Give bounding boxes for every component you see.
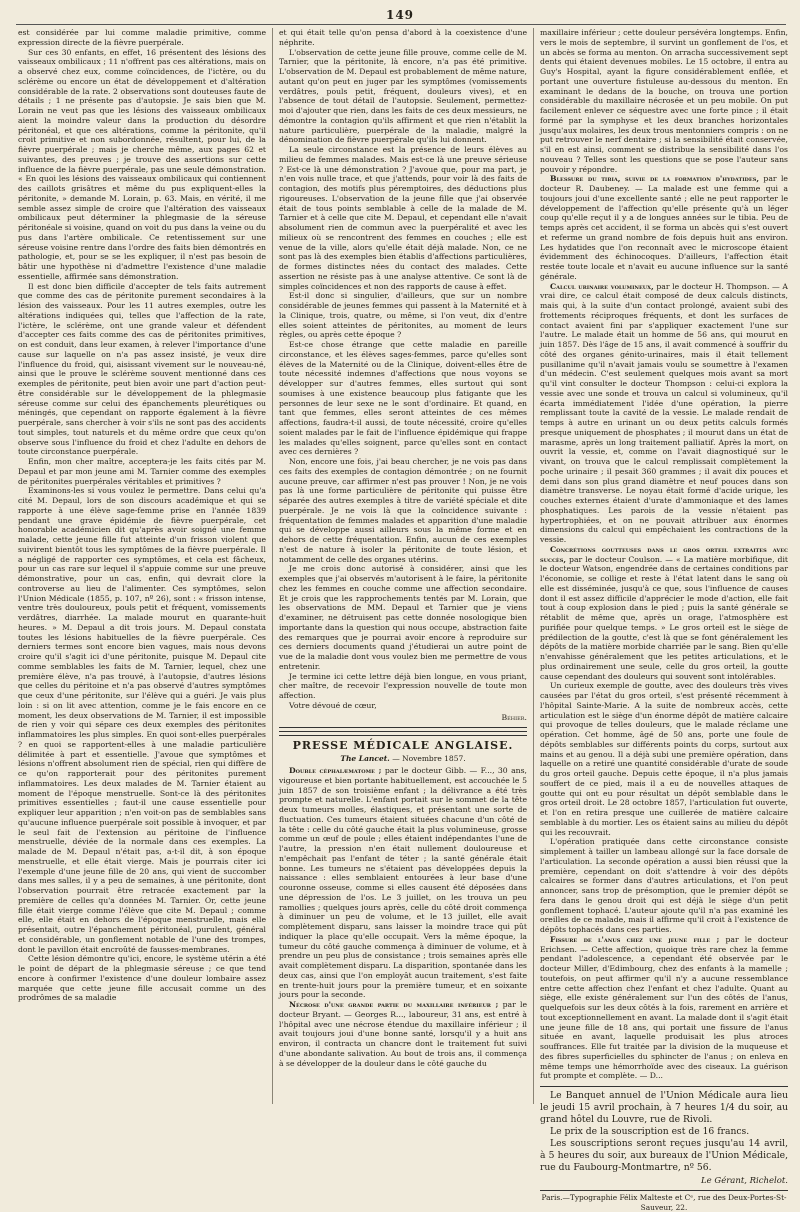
paragraph: Je termine ici cette lettre déjà bien longue, en vous priant, cher maître, de recevoir l'expression nouvelle de toute mon affection. — [279, 671, 527, 700]
article-headline: Double céphalæmatome ; — [289, 766, 382, 775]
article — [540, 282, 788, 545]
notice-paragraph: Les souscriptions seront reçues jusqu'au 14 avril, à 5 heures du soir, aux bureaux de l'Union Médicale, rue du Faubourg-Montmartre, nº 56. — [540, 1138, 788, 1173]
article-body: par le docteur Gibb. — F..., 30 ans, vigoureuse et bien portante habituellement, est accouchée le 5 juin 1857 de son troisième enfant ; la délivrance a été très prompte et naturelle. L'enfant portait sur le sommet de la tête deux tumeurs molles, élastiques, et présentant une sorte de fluctuation. Ces tumeurs étaient situées chacune d'un côté de la tête : celle du côté gauche était la plus volumineuse, grosse comme un œuf de poule ; elles étaient indépendantes l'une de l'autre, la pression n'en était nullement douloureuse et n'empêchait pas l'enfant de téter ; la santé générale était bonne. Les tumeurs ne s'étaient pas développées depuis la naissance : elles semblaient entourées à leur base d'une couronne osseuse, comme si elles causent été déposées dans une dépression de l'os. Le 3 juillet, on les trouva un peu ramollies ; quelques jours après, celle du côté droit commença à diminuer un peu de volume, et le 13 juillet, elle avait complètement disparu, sans laisser la moindre trace qui pût indiquer la place qu'elle occupait. Vers la même époque, la tumeur du côté gauche commença à diminuer de volume, et à prendre un peu plus de consistance ; trois semaines après elle avait complètement disparu. La disparition, spontanée dans les deux cas, ainsi que l'on employât aucun traitement, s'est faite en trente-huit jours pour la première tumeur, et en soixante jours pour la seconde. — [279, 766, 527, 1000]
paragraph: Enfin, mon cher maître, acceptera-je les faits cités par M. Depaul et par mon jeune ami M. Tarnier comme des exemples de péritonites puerpérales véritables et primitives ? — [18, 457, 266, 486]
paragraph: Est-il donc si singulier, d'ailleurs, que sur un nombre considérable de jeunes femmes qui passent à la Maternité et à la Clinique, trois, quatre, ou même, si l'on veut, dix d'entre elles soient atteintes de péritonites, au moment de leurs règles, ou après cette époque ? — [279, 291, 527, 340]
paragraph: Je me crois donc autorisé à considérer, ainsi que les exemples que j'ai observés m'autorisent à le faire, la péritonite chez les femmes en couche comme une affection secondaire. Et je crois que les rapprochements tentés par M. Lorain, que les observations de MM. Depaul et Tarnier que je viens d'examiner, ne détruisent pas cette donnée nosologique bien importante dans la question qui nous occupe, abstraction faite des remarques que je pourrai avoir encore à reproduire sur ces derniers documents quand j'étudierai un autre point de vue de la maladie dont vous voulez bien me permettre de vous entretenir. — [279, 564, 527, 671]
paragraph: Cette lésion démontre qu'ici, encore, le système utérin a été le point de départ de la phlegmasie séreuse ; ce que tend encore à confirmer l'existence d'une douleur lombaire assez marquée que cette jeune fille accusait comme un des prodrômes de sa maladie — [18, 954, 266, 1003]
article-headline: Concrétions goutteuses dans le gros orteil extraites avec succès, — [540, 544, 788, 564]
notice-rule — [540, 1086, 788, 1087]
paragraph: Examinons-les si vous voulez le permettre. Dans celui qu'a cité M. Depaul, lors de son discours académique et qui se rapporte à une élève sage-femme prise en l'année 1839 pendant une grave épidémie de fièvre puerpérale, cet honorable académicien dit qu'après avoir soigné une femme malade, cette jeune fille fut atteinte d'un frisson violent que suivirent bientôt tous les symptômes de la fièvre puerpérale. Il a négligé de rapporter ces symptômes, et cela est fâcheux, pour un cas rare sur lequel il s'appuie comme sur une preuve démonstrative, pour un cas, enfin, qui devrait clore la controverse au lieu de l'alimenter. Ces symptômes, selon l'Union Médicale (1855, p. 107, nº 26), sont : « frisson intense, ventre très douloureux, pouls petit et fréquent, vomissements verdâtres, diarrhée. La malade mourut en quarante-huit heures. » M. Depaul a dit trois jours. M. Depaul constata toutes les lésions habituelles de la fièvre puerpérale. Ces derniers termes sont encore bien vagues, mais nous devons croire qu'il s'agit ici d'une péritonite, puisque M. Depaul cite comme semblables les faits de M. Tarnier, lequel, chez une première élève, n'a pas trouvé, à l'autopsie, d'autres lésions que celles du péritoine et n'a pas observé d'autres symptômes que ceux d'une péritonite, sur l'élève qui a guéri. Je vais plus loin : si on lit avec attention, comme je le fais encore en ce moment, les deux observations de M. Tarnier, il est impossible de rien y voir qui sépare ces deux exemples des péritonites inflammatoires les plus simples. En quoi sont-elles puerpérales ? en quoi se rapportent-elles à une maladie particulière délimitée à part et essentielle. J'avoue que symptômes et lésions n'offrent absolument rien de spécial, rien qui diffère de ce qu'on rapporterait pour des péritonites purement inflammatoires. Les deux malades de M. Tarnier étaient au moment de l'époque menstruelle. Sont-ce là des péritonites primitives essentielles ; faut-il une cause essentielle pour expliquer leur apparition ; n'en voit-on pas de semblables sans qu'aucune influence puerpérale soit possible à invoquer, et par le seul fait de l'extension au péritoine de l'influence menstruelle, déviée de la normale dans ces exemples. La malade de M. Depaul n'était pas, a-t-il dit, à son époque menstruelle, et elle était vierge. Mais je pourrais citer ici l'exemple d'une jeune fille de 20 ans, qui vient de succomber dans mes salles, il y a peu de semaines, à une péritonite, dont l'observation pourrait être retracée exactement par la première de celles qu'a données M. Tarnier. Or, cette jeune fille était vierge comme l'élève que cite M. Depaul ; comme elle, elle était en dehors de l'époque menstruelle, mais elle présentait, outre l'épanchement péritonéal, purulent, général et considérable, un gonflement notable de l'une des trompes, dont le pavillon était encroûté de fausses-membranes. — [18, 486, 266, 954]
header-rule — [16, 24, 786, 25]
banquet-notice — [540, 1090, 788, 1174]
paragraph: est considérée par lui comme maladie primitive, comme expression directe de la fièvre puerpérale. — [18, 28, 266, 47]
article-headline: Fissure de l'anus chez une jeune fille ; — [550, 934, 720, 944]
article-headline: Nécrose d'une grande partie du maxillaire inférieur ; — [289, 1000, 499, 1009]
press-source — [279, 754, 527, 764]
journal-name: The Lancet. — [340, 754, 390, 764]
press-section-title: PRESSE MÉDICALE ANGLAISE. — [292, 739, 514, 753]
article-body: par le docteur Bryant. — Georges R..., laboureur, 31 ans, est entré à l'hôpital avec une nécrose étendue du maxillaire inférieur ; il avait toujours joui d'une bonne santé, lorsqu'il y a huit ans environ, il contracta un chancre dont le traitement fut suivi d'une abondante salivation. Au bout de trois ans, il commença à se développer de la douleur dans le côté gauche du — [279, 1000, 528, 1068]
article — [279, 766, 527, 1000]
paragraph: Il est donc bien difficile d'accepter de tels faits autrement que comme des cas de péritonite purement secondaires à la lésion des vaisseaux. Pour les 11 autres exemples, outre les altérations indiquées qui, telles que l'affection de la rate, l'ictère, le sclérème, ont une grande valeur et défendent d'accepter ces faits comme des cas de péritonites primitives, on est conduit, dans leur examen, à relever l'importance d'une cause sur laquelle on n'a pas assez insisté, je veux dire l'influence du froid, qui, aisissant vivement sur le nouveau-né, ainsi que le prouve le sclérème souvent mentionné dans ces exemples de péritonite, peut bien avoir une part d'action peut-être considérable sur le développement de la phlegmasie séreuse comme sur celui des épanchements pleurétiques ou méningés, que cependant on rapporte également à la fièvre puerpérale, sans chercher à voir s'ils ne sont pas des accidents tout simples, tout naturels et du même ordre que ceux qu'on observe sous l'influence du froid et chez l'adulte en dehors de toute circonstance puerpérale. — [18, 281, 266, 457]
section-double-rule — [279, 731, 527, 736]
column-divider — [272, 28, 273, 1104]
journal-date: — Novembre 1857. — [392, 754, 466, 764]
notice-paragraph: Le prix de la souscription est de 16 francs. — [550, 1126, 750, 1137]
printer-imprint: Paris.—Typographie Félix Malteste et Cᵉ, rue des Deux-Portes-St-Sauveur, 22. — [540, 1190, 788, 1212]
paragraph: Non, encore une fois, j'ai beau chercher, je ne vois pas dans ces faits des exemples de contagion démontrée ; on ne fournit aucune preuve, car affirmer n'est pas prouver ! Non, je ne vois pas là une forme particulière de péritonite qui puisse être séparée des autres exemples à titre de variété spéciale et dite puerpérale. Je ne vois là que la coïncidence suivante : fréquentation de femmes malades et apparition d'une maladie qui se développe aussi ailleurs sous la même forme et en dehors de cette fréquentation. Enfin, aucun de ces exemples n'est de nature à isoler la péritonite de toute lésion, et notamment de celle des organes utérins. — [279, 457, 527, 564]
article — [279, 1000, 527, 1068]
paragraph: et qui était telle qu'on pensa d'abord à la coexistence d'une néphrite. — [279, 28, 527, 47]
article-headline: Calcul urinaire volumineux, — [550, 281, 654, 291]
paragraph: maxillaire inférieur ; cette douleur persévéra longtemps. Enfin, vers le mois de septembre, il survint un gonflement de l'os, et un abcès se forma au menton. On arracha successivement sept dents qui étaient devenues mobiles. Le 15 octobre, il entra au Guy's Hospital, ayant la figure considérablement enflée, et portant une ouverture fistuleuse au-dessous du menton. En examinant le dedans de la bouche, on trouva une portion considérable du maxillaire nécrosée et un peu mobile. On put facilement enlever ce séquestre avec une forte pince ; il était formé par la symphyse et les deux branches horizontales jusqu'aux molaires, les deux trous mentonniers compris : on ne put retrouver le nerf dentaire ; si la sensibilité était conservée, s'il en est ainsi, comment se distribue la sensibilité dans l'os nouveau ? Telles sont les questions que se pose l'auteur sans pouvoir y répondre. — [540, 28, 788, 174]
article-body: par le docteur Coulson. — « La matière morbifique, dit le docteur Watson, engendrée dans de certaines conditions par l'économie, se collige et reste à l'état latent dans le sang où elle est disséminée, jusqu'à ce que, sous l'influence de causes dont il est assez difficile d'apprécier le mode d'action, elle fait tout à coup explosion dans le pied ; puis la santé générale se rétablit de même que, après un orage, l'atmosphère est purifiée pour quelque temps. » Le gros orteil est le siège de prédilection de la goutte, c'est là que se font généralement les dépôts de la matière morbide charriée par le sang. Bien qu'elle n'envahisse généralement que les petites articulations, et le plus ordinairement une seule, celle du gros orteil, la goutte cause cependant des douleurs qui souvent sont intolérables. — [540, 554, 788, 681]
article — [540, 174, 788, 281]
column-1 — [18, 28, 266, 1108]
paragraph: L'observation de cette jeune fille prouve, comme celle de M. Tarnier, que la péritonite, là encore, n'a pas été primitive. L'observation de M. Depaul est probablement de même nature, autant qu'on peut en juger par les symptômes (vomissements verdâtres, pouls petit, fréquent, douleurs vives), et en l'absence de tout détail de l'autopsie. Seulement, permettez-moi d'ajouter que rien, dans les faits de ces deux messieurs, ne démontre la contagion qu'ils affirment et que rien n'établit la nature particulière, puerpérale de la maladie, malgré la dénomination de fièvre puerpérale qu'ils lui donnent. — [279, 47, 527, 145]
article-headline: Blessure du tibia, suivie de la formation d'hydatides, — [550, 174, 759, 184]
paragraph: Est-ce chose étrange que cette maladie en pareille circonstance, et les élèves sages-femmes, parce qu'elles sont élèves de la Maternité ou de la Clinique, doivent-elles être de toute nécessité indemnes d'affections que nous voyons se développer sur d'autres femmes, elles surtout qui sont soumises à une existence beaucoup plus fatigante que les personnes de leur sexe ne le sont d'ordinaire. Et quand, en tant que femmes, elles seront atteintes de ces mêmes affections, faudra-t-il aussi, de toute nécessité, croire qu'elles soient malades par le fait de l'influence épidémique qui frappe les malades qu'elles soignent, parce qu'elles sont en contact avec ces dernières ? — [279, 340, 527, 457]
letter-signature: Béhier. — [501, 712, 527, 722]
paragraph: La seule circonstance est la présence de leurs élèves au milieu de femmes malades. Mais est-ce là une preuve sérieuse ? Est-ce là une démonstration ? J'avoue que, pour ma part, je n'en vois nulle trace, et que j'attends, pour voir là des faits de contagion, des motifs plus péremptoires, des déductions plus rigoureuses. L'observation de la jeune fille que j'ai observée était de tous points semblable à celle de la malade de M. Tarnier et à celle que cite M. Depaul, et cependant elle n'avait absolument rien de commun avec la puerpéralité et avec les milieux où se rencontrent des femmes en couches ; elle est venue de la ville, alors qu'elle était déjà malade. Non, ce ne sont pas là des exemples bien établis d'affections particulières, de formes distinctes nées du contact des malades. Cette assertion ne résiste pas à une analyse attentive. Ce sont là de simples coïncidences et non des rapports de cause à effet. — [279, 145, 527, 291]
column-3 — [540, 28, 788, 1212]
gerant-line: Le Gérant, Richelot. — [701, 1176, 788, 1186]
article-body: par le docteur H. Thompson. — A vrai dire, ce calcul était composé de deux calculs distincts, mais qui, à la suite d'un contact prolongé, avaient subi des frottements réciproques fréquents, et dont les surfaces de contact avaient fini par s'appliquer exactement l'une sur l'autre. Le malade était un homme de 56 ans, qui mourut en juin 1857. Dès l'âge de 15 ans, il avait commencé à souffrir du côté des organes génito-urinaires, mais il était tellement pusillanime qu'il n'avait jamais voulu se soumettre à l'examen d'un médecin. C'est seulement quelques mois avant sa mort qu'il vint consulter le docteur Thompson : celui-ci explora la vessie avec une sonde et trouva un calcul si volumineux, qu'il écarta immédiatement l'idée d'une opération, la pierre remplissant toute la cavité de la vessie. Le malade rendait de temps à autre en urinant un ou deux petits calculs formés presque uniquement de phosphates ; il mourut dans un état de marasme, après un long traitement palliatif. Après la mort, on ouvrit la vessie, et, comme on l'avait diagnostiqué sur le vivant, on trouva que le calcul remplissait complètement la poche urinaire ; il pesait 360 grammes ; il avait dix pouces et demi dans son plus grand diamètre et neuf pouces dans son diamètre transverse. Le noyau était formé d'acide urique, les couches externes étaient d'urate d'ammoniaque et des lames phosphatiques. Les parois de la vessie n'étaient pas hypertrophiées, et on ne pouvait attribuer aux énormes dimensions du calcul qui empêchaient les contractions de la vessie. — [540, 281, 788, 544]
paragraph: Sur ces 30 enfants, en effet, 16 présentent des lésions des vaisseaux ombilicaux ; 11 n'offrent pas ces altérations, mais on a observé chez eux, comme coïncidences, de l'ictère, ou du sclérème ou encore un état de développement et d'altération considérable de la rate. 2 observations sont douteuses faute de détails ; 1 ne présente pas d'autopsie. Je sais bien que M. Lorain ne veut pas que les lésions des vaisseaux ombilicaux aient la moindre valeur dans la production du désordre péritonéal, et que ces altérations, comme la péritonite, qu'il croit primitive et non subordonnée, résultent, pour lui, de la fièvre puerpérale ; mais je cherche même, aux pages 62 et suivantes, des preuves ; je trouve des assertions sur cette influence de la fièvre puerpérale, pas une seule démonstration. « En quoi les lésions des vaisseaux ombilicaux qui contiennent des caillots grisâtres et même du pus expliquent-elles la péritonite, » demande M. Lorain, p. 63. Mais, en vérité, il me semble assez simple de croire que l'altération des vaisseaux ombilicaux peut déterminer la phlegmasie de la séreuse péritonéale si voisine, quand on voit du pus dans la veine ou du pus dans l'artère ombilicale. Ce retentissement sur une séreuse voisine rentre dans l'ordre des faits bien démontrés en pathologie, et, pour se se les expliquer, il n'est pas besoin de bâtir une hypothèse ni d'admettre l'existence d'une maladie essentielle, affirmée sans démonstration. — [18, 47, 266, 281]
section-rule — [279, 727, 527, 728]
column-divider — [533, 28, 534, 1104]
paragraph: L'opération pratiquée dans cette circonstance consiste simplement à tailler un lambeau allongé sur la face dorsale de l'articulation. La seconde opération a aussi bien réussi que la première, cependant on doit s'attendre à voir des dépôts calcaires se former dans d'autres articulations, et l'on peut annoncer, sans trop de présomption, que le premier dépôt se fera dans le genou droit qui est déjà le siège d'un petit gonflement tophacé. L'auteur ajoute qu'il n'a pas examiné les oreilles de ce malade, mais il affirme qu'il croit à l'existence de dépôts tophacés dans ces parties. — [540, 837, 788, 934]
article — [540, 545, 788, 682]
page-number: 149 — [385, 8, 415, 22]
article-body: par le docteur R. Daubeney. — La malade est une femme qui a toujours joui d'une excellente santé ; elle ne peut rapporter le développement de l'affection qu'elle présente qu'à un léger coup qu'elle reçut il y a de longues années sur le tibia. Peu de temps après cet accident, il se forma un abcès qui s'est ouvert et referme un grand nombre de fois depuis huit ans environ. Les hydatides que l'on reconnaît avec le microscope étaient évidemment des échinocoques. D'ailleurs, l'affection était restée toute locale et n'avait eu aucune influence sur la santé générale. — [540, 174, 788, 281]
letter-closing: Votre dévoué de cœur, — [289, 700, 377, 710]
article — [540, 935, 788, 1081]
notice-paragraph: Le Banquet annuel de l'Union Médicale aura lieu le jeudi 15 avril prochain, à 7 heures 1/4 du soir, au grand hôtel du Louvre, rue de Rivoli. — [540, 1090, 788, 1125]
paragraph: Un curieux exemple de goutte, avec des douleurs très vives causées par l'état du gros orteil, s'est présenté récemment à l'hôpital Sainte-Marie. A la suite de nombreux accès, cette articulation est le siège d'un énorme dépôt de matière calcaire qui provoque de telles douleurs, que le malade réclame une opération. Cet homme, âgé de 50 ans, porte une foule de dépôts semblables sur différents points du corps, surtout aux mains et au genou. Il a déjà subi une première opération, dans laquelle on a retiré une quantité considérable d'urate de soude du gros orteil gauche. Depuis cette époque, il n'a plus jamais souffert de ce pied, mais il a eu de nouvelles attaques de goutte qui ont eu pour résultat un dépôt semblable dans le gros orteil droit. Le 28 octobre 1857, l'articulation fut ouverte, et l'on en retira presque une cuillerée de matière calcaire semblable à du mortier. Les os étaient sains au milieu du dépôt qui les recouvrait. — [540, 681, 788, 837]
article-body: par le docteur Erichsen. — Cette affection, quoique très rare chez la femme pendant l'adolescence, a cependant été observée par le docteur Miller, d'Edimbourg, chez des enfants à la mamelle ; toutefois, on peut affirmer qu'il n'y a aucune ressemblance entre cette affection chez l'enfant et chez l'adulte. Quant au siège, elle existe généralement sur l'un des côtés de l'anus, quelquefois sur les deux côtés à la fois, rarement en arrière et tout exceptionnellement en avant. La malade dont il s'agit était une jeune fille de 18 ans, qui portait une fissure de l'anus située en avant, laquelle produisait les plus atroces souffrances. Elle fut traitée par la division de la muqueuse et des fibres superficielles du sphincter de l'anus ; on enleva en même temps une hémorrhoïde avec des ciseaux. La guérison fut prompte et complète. — D... — [540, 934, 788, 1081]
column-2 — [279, 28, 527, 1108]
